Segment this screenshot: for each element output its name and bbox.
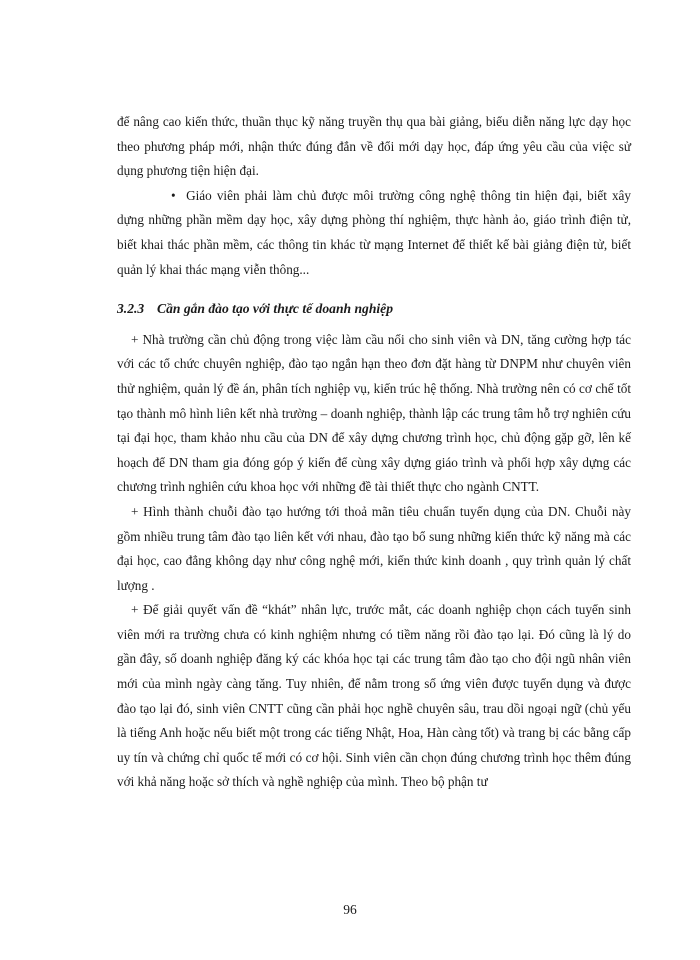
bullet-paragraph-teachers [117, 184, 631, 282]
bullet-icon: • [171, 187, 176, 203]
paragraph-training-chain: + Hình thành chuỗi đào tạo hướng tới thoả mãn tiêu chuẩn tuyển dụng của DN. Chuỗi này gồm nhiều trung tâm đào tạo liên kết với nhau, đào tạo bổ sung những kiến thức kỹ năng mà các đại học, cao đẳng không dạy như công nghệ mới, kiến thức kinh doanh , quy trình quản lý chất lượng . [117, 503, 631, 593]
paragraph-school-role: + Nhà trường cần chủ động trong việc làm cầu nối cho sinh viên và DN, tăng cường hợp tác với các tổ chức chuyên nghiệp, đào tạo ngắn hạn theo đơn đặt hàng từ DNPM như chuyên viên thử nghiệm, quản lý đề án, phân tích nghiệp vụ, kiến trúc hệ thống. Nhà trường nên có cơ chế tốt tạo thành mô hình liên kết nhà trường – doanh nghiệp, thành lập các trung tâm hỗ trợ nghiên cứu tại đại học, tham khảo nhu cầu của DN để xây dựng chương trình học, chủ động gặp gỡ, lên kế hoạch để DN tham gia đóng góp ý kiến để cùng xây dựng giáo trình và phối hợp xây dựng các chương trình nghiên cứu khoa học với những đề tài thiết thực cho ngành CNTT. [117, 331, 631, 495]
paragraph-intro: để nâng cao kiến thức, thuần thục kỹ năng truyền thụ qua bài giảng, biểu diễn năng lực dạy học theo phương pháp mới, nhận thức đúng đắn về đổi mới dạy học, đáp ứng yêu cầu của việc sử dụng phương tiện hiện đại. [117, 114, 631, 179]
paragraph-recruitment: + Để giải quyết vấn đề “khát” nhân lực, trước mắt, các doanh nghiệp chọn cách tuyển sinh viên mới ra trường chưa có kinh nghiệm nhưng có tiềm năng rồi đào tạo lại. Đó cũng là lý do gần đây, số doanh nghiệp đăng ký các khóa học tại các trung tâm đào tạo cho đội ngũ nhân viên mới của mình ngày càng tăng. Tuy nhiên, để nằm trong số ứng viên được tuyển dụng và được đào tạo lại đó, sinh viên CNTT cũng cần phải học nghề chuyên sâu, trau dồi ngoại ngữ (chủ yếu là tiếng Anh hoặc nếu biết một trong các tiếng Nhật, Hoa, Hàn càng tốt) và trang bị các bằng cấp uy tín và chứng chỉ quốc tế mới có cơ hội. Sinh viên cần chọn đúng chương trình học thêm đúng với khả năng hoặc sở thích và nghề nghiệp của mình. Theo bộ phận tư [117, 602, 631, 790]
section-number: 3.2.3 [117, 301, 145, 317]
section-heading [117, 297, 631, 322]
page-number: 96 [343, 902, 357, 917]
section-title: Cần gắn đào tạo với thực tế doanh nghiệp [157, 301, 393, 317]
bullet-paragraph-text: Giáo viên phải làm chủ được môi trường công nghệ thông tin hiện đại, biết xây dựng những phần mềm dạy học, xây dựng phòng thí nghiệm, thực hành ảo, giáo trình điện tử, biết khai thác phần mềm, các thông tin khác từ mạng Internet để thiết kế bài giảng điện tử, biết quản lý khai thác mạng viễn thông... [117, 187, 632, 277]
document-body [117, 110, 631, 795]
